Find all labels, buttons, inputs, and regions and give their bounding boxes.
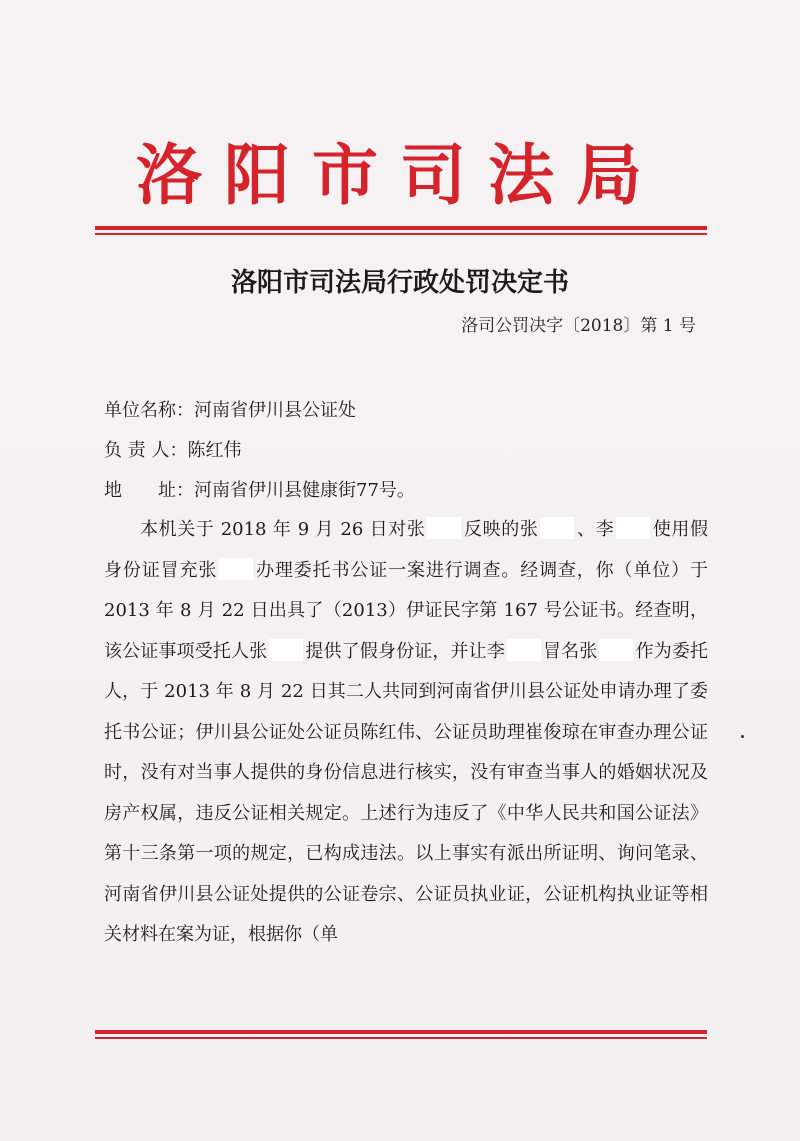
document-title: 洛阳市司法局行政处罚决定书 [230,268,569,298]
redaction-block [599,639,633,661]
redaction-block [616,517,650,539]
redaction-block [507,639,541,661]
redaction-block [540,517,574,539]
field-label: 负 责 人： [104,440,188,461]
field-unit-name [104,396,356,422]
field-responsible-person [104,436,241,462]
redaction-block [427,517,461,539]
decision-body: 本机关于 2018 年 9 月 26 日对张 反映的张 、李 使用假身份证冒充张 办理委托书公证一案进行调查。经调查，你（单位）于 2013 年 8 月 22 日出具了（2013）伊证民字第 167 号公证书。经查明，该公证事项受托人张 提供了假身份证，并让李 冒名张 作为委托人，于 2013 年 8 月 22 日其二人共同到河南省伊川县公证处申请办理了委托书公证；伊川县公证处公证员陈红伟、公证员助理崔俊琼在审查办理公证时，没有对当事人提供的身份信息进行核实，没有审查当事人的婚姻状况及房产权属，违反公证相关规定。上述行为违反了《中华人民共和国公证法》第十三条第一项的规定，已构成违法。以上事实有派出所证明、询问笔录、河南省伊川县公证处提供的公证卷宗、公证员执业证，公证机构执业证等相关材料在案为证，根据你（单 [104,519,709,945]
header-divider [95,226,707,235]
redaction-block [219,558,253,580]
letterhead-title: 洛阳市司法局 [136,136,664,214]
field-value: 河南省伊川县健康街77号。 [194,480,415,501]
field-address [104,476,415,502]
redaction-block [269,639,303,661]
field-value: 陈红伟 [187,440,242,461]
field-label: 地 址： [104,480,194,501]
document-number: 洛司公罚决字〔2018〕第 1 号 [461,316,696,336]
footer-divider [95,1030,707,1039]
field-value: 河南省伊川县公证处 [194,400,356,421]
ink-dot [741,735,744,738]
field-label: 单位名称： [104,400,194,421]
